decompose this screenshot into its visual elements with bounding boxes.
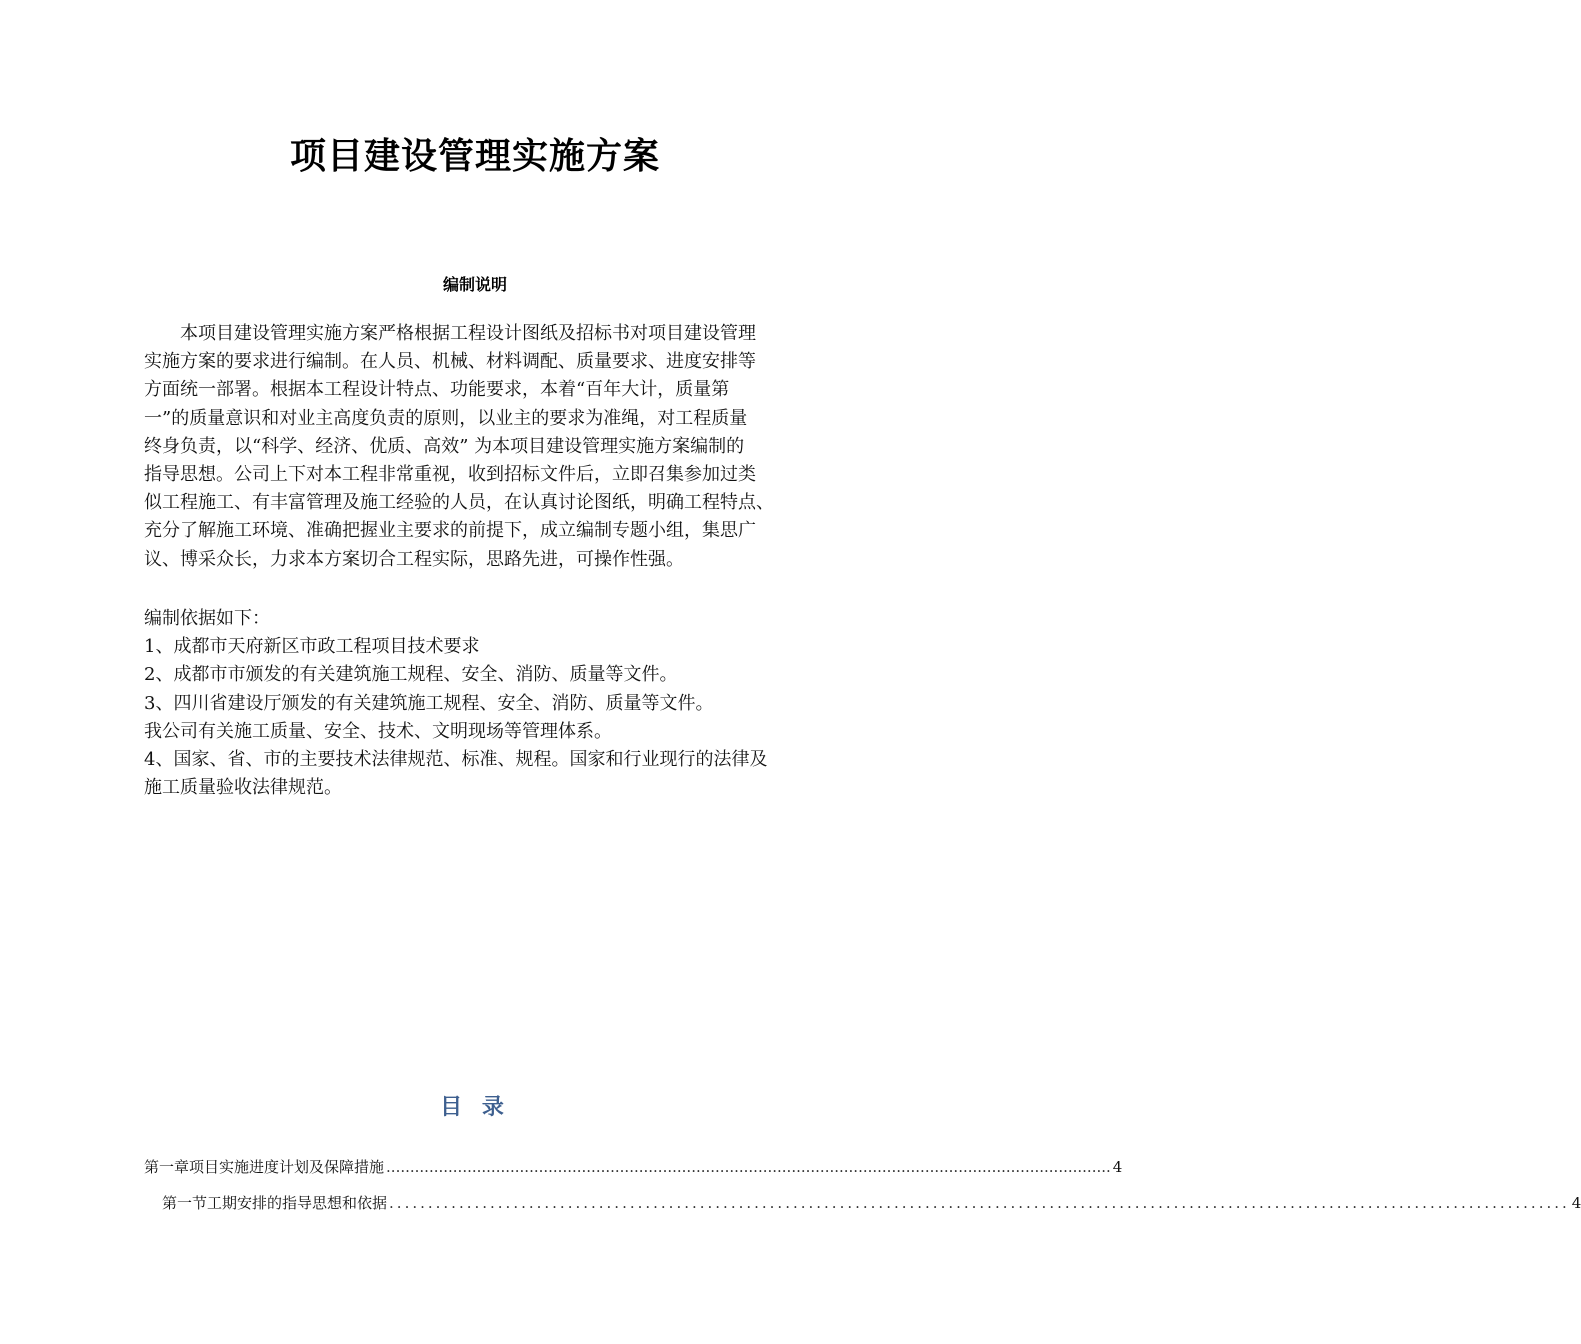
basis-item: 施工质量验收法律规范。 xyxy=(144,777,342,799)
intro-line: 似工程施工、有丰富管理及施工经验的人员，在认真讨论图纸，明确工程特点、 xyxy=(144,492,774,514)
toc-entry-text: 工期安排的指导思想和依据 xyxy=(207,1194,388,1212)
toc-entry-text: 项目实施进度计划及保障措施 xyxy=(189,1158,385,1176)
intro-line: 方面统一部署。根据本工程设计特点、功能要求，本着“百年大计，质量第 xyxy=(144,379,730,401)
intro-line: 终身负责，以“科学、经济、优质、高效” 为本项目建设管理实施方案编制的 xyxy=(144,435,745,457)
intro-line: 本项目建设管理实施方案严格根据工程设计图纸及招标书对项目建设管理 xyxy=(144,323,756,344)
basis-item: 1、成都市天府新区市政工程项目技术要求 xyxy=(144,636,480,658)
basis-item: 3、四川省建设厅颁发的有关建筑施工规程、安全、消防、质量等文件。 xyxy=(144,692,714,714)
toc-entry-page: 4 xyxy=(1112,1158,1123,1176)
intro-line: 议、博采众长，力求本方案切合工程实际，思路先进，可操作性强。 xyxy=(144,548,684,570)
toc-entry-chapter[interactable] xyxy=(144,1156,1123,1177)
basis-item: 4、国家、省、市的主要技术法律规范、标准、规程。国家和行业现行的法律及 xyxy=(144,749,768,771)
toc-entry-section[interactable] xyxy=(162,1192,1581,1213)
toc-leader-dots: ........................................................................................................................................................ xyxy=(386,1158,1111,1176)
section-heading: 编制说明 xyxy=(442,275,507,294)
intro-line: 实施方案的要求进行编制。在人员、机械、材料调配、质量要求、进度安排等 xyxy=(144,351,756,373)
basis-list xyxy=(144,605,812,802)
basis-heading: 编制依据如下： xyxy=(144,608,270,629)
toc-entry-page: 4 xyxy=(1571,1194,1581,1212)
toc-entry-label: 第一章 xyxy=(144,1158,190,1176)
page-title: 项目建设管理实施方案 xyxy=(289,136,660,177)
basis-item: 2、成都市市颁发的有关建筑施工规程、安全、消防、质量等文件。 xyxy=(144,664,678,686)
intro-line: 指导思想。公司上下对本工程非常重视，收到招标文件后，立即召集参加过类 xyxy=(144,464,756,486)
toc-leader-dots: ........................................................................................................................................................ xyxy=(389,1194,1570,1212)
basis-item: 我公司有关施工质量、安全、技术、文明现场等管理体系。 xyxy=(144,720,612,742)
intro-line: 充分了解施工环境、准确把握业主要求的前提下，成立编制专题小组，集思广 xyxy=(144,520,756,542)
intro-line: 一”的质量意识和对业主高度负责的原则，以业主的要求为准绳，对工程质量 xyxy=(144,407,748,429)
toc-title: 目 录 xyxy=(440,1095,510,1120)
intro-paragraph xyxy=(144,320,812,574)
toc-entry-label: 第一节 xyxy=(162,1194,208,1212)
